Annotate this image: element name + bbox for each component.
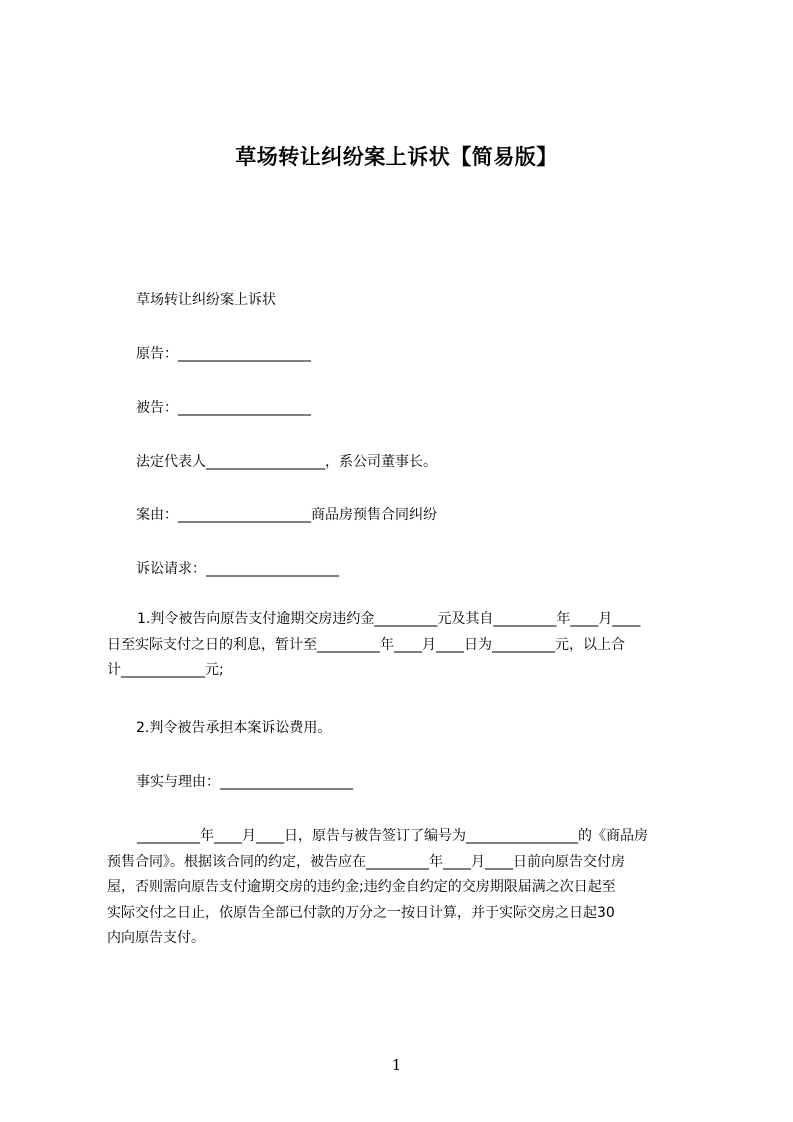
claims-label: 诉讼请求：___________________ (136, 561, 339, 577)
page-number: 1 (391, 1056, 402, 1074)
claim-1-paragraph (107, 607, 707, 684)
cause-of-action-line: 案由：___________________商品房预售合同纠纷 (136, 507, 437, 523)
legal-representative-line: 法定代表人_________________，系公司董事长。 (136, 454, 437, 470)
defendant-line: 被告：___________________ (136, 400, 311, 416)
claim-1-line-2: 日至实际支付之日的利息，暂计至_________年____月____日为_________元，以上合 (107, 636, 625, 653)
facts-paragraph (107, 824, 707, 952)
claim-1-line-3: 计____________元; (107, 662, 224, 678)
facts-line-5: 内向原告支付。 (107, 930, 205, 946)
facts-line-3: 屋，否则需向原告支付逾期交房的违约金;违约金自约定的交房期限届满之次日起至 (107, 879, 616, 895)
facts-line-2: 预售合同》。根据该合同的约定，被告应在_________年____月____日前向原告交付房 (107, 853, 625, 870)
facts-line-1: _________年____月____日，原告与被告签订了编号为________________的《商品房 (137, 828, 648, 844)
facts-line-4: 实际交付之日止，依原告全部已付款的万分之一按日计算，并于实际交房之日起30 (107, 904, 615, 921)
facts-label: 事实与理由：___________________ (136, 774, 353, 790)
claim-1-line-1: 1.判令被告向原告支付逾期交房违约金_________元及其自_________年____月____ (137, 611, 641, 627)
section-heading: 草场转让纠纷案上诉状 (136, 292, 276, 308)
plaintiff-line: 原告：___________________ (136, 346, 311, 362)
document-title: 草场转让纠纷案上诉状【简易版】 (235, 145, 558, 169)
claim-2-line: 2.判令被告承担本案诉讼费用。 (136, 720, 332, 736)
